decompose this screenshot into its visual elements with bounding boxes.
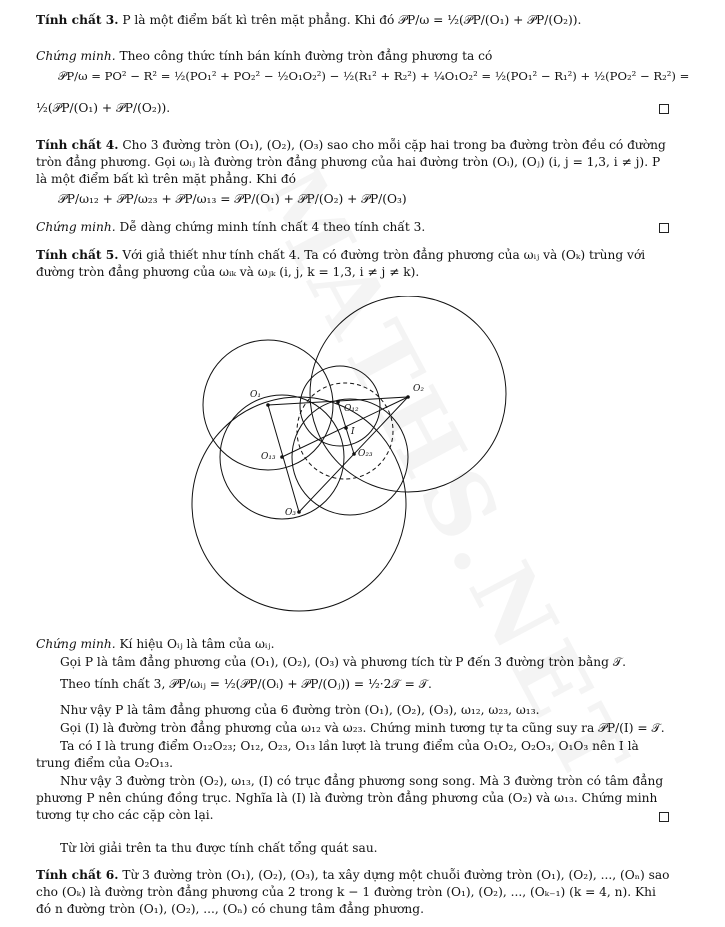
property-4-text: Cho 3 đường tròn (O₁), (O₂), (O₃) sao cho mỗi cặp hai trong ba đường tròn đều có đường tròn đẳng phương. Gọi ωᵢⱼ là đường tròn đẳng phương của hai đường tròn (Oᵢ), (Oⱼ) (i, j = 1,3, i ≠ j). P là một điểm bất kì trên mặt phẳng. Khi đó bbox=[36, 138, 666, 186]
circle-omega23 bbox=[292, 399, 408, 515]
property-4 bbox=[36, 137, 673, 188]
label-o2: O₂ bbox=[413, 384, 424, 394]
label-o1: O₁ bbox=[250, 390, 261, 400]
property-3 bbox=[36, 12, 673, 29]
property-6-text: Từ 3 đường tròn (O₁), (O₂), (O₃), ta xây dựng một chuỗi đường tròn (O₁), (O₂), ..., (Oₙ) sao cho (Oₖ) là đường tròn đẳng phương của 2 trong k − 1 đường tròn (O₁), (O₂), ..., (Oₖ₋₁) (k = 4, n). Khi đó n đường tròn (O₁), (O₂), ..., (Oₙ) có chung tâm đẳng phương. bbox=[36, 868, 670, 916]
equation-1: 𝒫P/ω = PO² − R² = ½(PO₁² + PO₂² − ½O₁O₂²) − ½(R₁² + R₂²) + ¼O₁O₂² = ½(PO₁² − R₁²) + ½(PO₂² − R₂²) = bbox=[58, 69, 690, 83]
label-o12: O₁₂ bbox=[344, 404, 359, 414]
property-6-title: Tính chất 6. bbox=[36, 868, 119, 882]
proof-text: Kí hiệu Oᵢⱼ là tâm của ωᵢⱼ. bbox=[119, 637, 275, 651]
point-o23 bbox=[352, 452, 356, 456]
proof-label: Chứng minh. bbox=[36, 49, 116, 63]
proof-label: Chứng minh. bbox=[36, 637, 116, 651]
property-5-title: Tính chất 5. bbox=[36, 248, 119, 262]
proof-text: Theo công thức tính bán kính đường tròn đẳng phương ta có bbox=[119, 49, 493, 63]
property-5 bbox=[36, 247, 673, 281]
label-o13: O₁₃ bbox=[261, 452, 276, 462]
property-4-equation: 𝒫P/ω₁₂ + 𝒫P/ω₂₃ + 𝒫P/ω₁₃ = 𝒫P/(O₁) + 𝒫P/(O₂) + 𝒫P/(O₃) bbox=[58, 192, 407, 206]
property-3-text: P là một điểm bất kì trên mặt phẳng. Khi đó 𝒫P/ω = ½(𝒫P/(O₁) + 𝒫P/(O₂)). bbox=[122, 13, 582, 27]
proof-5-line7: Như vậy 3 đường tròn (O₂), ω₁₃, (I) có trục đẳng phương song song. Mà 3 đường tròn có tâm đẳng phương P nên chúng đồng trục. Nghĩa là (I) là đường tròn đẳng phương của (O₂) và ω₁₃. Chứng minh tương tự cho các cặp còn lại. bbox=[36, 774, 664, 822]
label-i: I bbox=[351, 427, 355, 437]
proof-5-line4: Như vậy P là tâm đẳng phương của 6 đường tròn (O₁), (O₂), (O₃), ω₁₂, ω₂₃, ω₁₃. bbox=[60, 703, 540, 717]
proof-5-line5: Gọi (I) là đường tròn đẳng phương của ω₁₂ và ω₂₃. Chứng minh tương tự ta cũng suy ra 𝒫P/(I) = 𝒯. bbox=[60, 721, 665, 735]
proof-text: Dễ dàng chứng minh tính chất 4 theo tính chất 3. bbox=[119, 220, 426, 234]
qed-box bbox=[659, 223, 669, 233]
property-3-proof bbox=[36, 48, 673, 65]
label-o23: O₂₃ bbox=[358, 449, 373, 459]
property-4-title: Tính chất 4. bbox=[36, 138, 119, 152]
point-o13 bbox=[280, 455, 284, 459]
proof-5-line3: Theo tính chất 3, 𝒫P/ωᵢⱼ = ½(𝒫P/(Oᵢ) + 𝒫P/(Oⱼ)) = ½·2𝒯 = 𝒯. bbox=[60, 677, 432, 691]
property-4-proof bbox=[36, 219, 673, 236]
point-o12 bbox=[336, 400, 340, 404]
point-o2 bbox=[406, 395, 410, 399]
point-i bbox=[344, 426, 348, 430]
property-3-title: Tính chất 3. bbox=[36, 13, 119, 27]
equation-2: ½(𝒫P/(O₁) + 𝒫P/(O₂)). bbox=[36, 101, 171, 115]
point-o1 bbox=[266, 403, 270, 407]
conclusion: Từ lời giải trên ta thu được tính chất tổng quát sau. bbox=[60, 841, 378, 855]
qed-box bbox=[659, 104, 669, 114]
proof-5-line1 bbox=[36, 636, 673, 653]
property-6 bbox=[36, 867, 673, 918]
proof-5-line2: Gọi P là tâm đẳng phương của (O₁), (O₂), (O₃) và phương tích từ P đến 3 đường tròn bằng 𝒯. bbox=[60, 655, 627, 669]
qed-box bbox=[659, 812, 669, 822]
label-o3: O₃ bbox=[285, 508, 296, 518]
proof-5-line6: Ta có I là trung điểm O₁₂O₂₃; O₁₂, O₂₃, O₁₃ lần lượt là trung điểm của O₁O₂, O₂O₃, O₁O₃ nên I là trung điểm của O₂O₁₃. bbox=[36, 739, 639, 770]
circles-figure bbox=[190, 296, 520, 632]
property-5-text: Với giả thiết như tính chất 4. Ta có đường tròn đẳng phương của ωᵢⱼ và (Oₖ) trùng với đường tròn đẳng phương của ωᵢₖ và ωⱼₖ (i, j, k = 1,3, i ≠ j ≠ k). bbox=[36, 248, 646, 279]
proof-label: Chứng minh. bbox=[36, 220, 116, 234]
point-o3 bbox=[297, 510, 301, 514]
